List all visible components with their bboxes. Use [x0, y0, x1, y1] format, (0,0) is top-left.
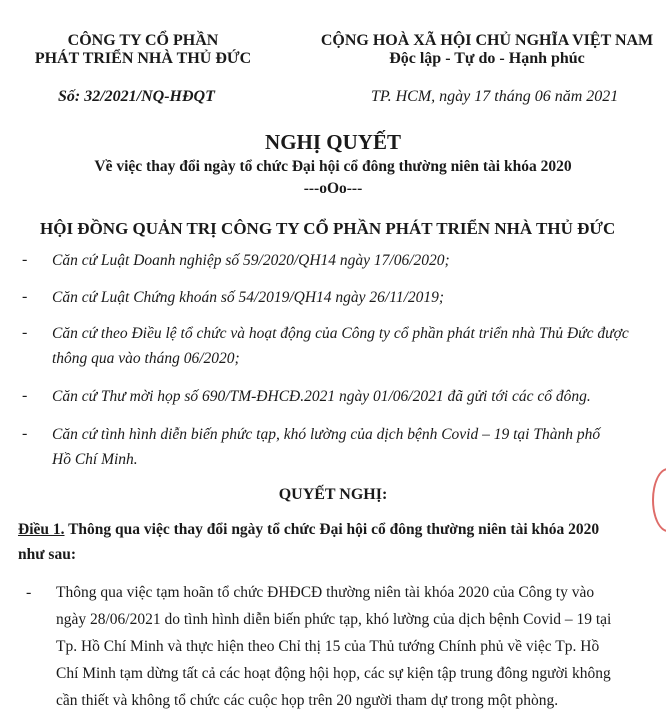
document-number: Số: 32/2021/NQ-HĐQT	[58, 88, 215, 105]
article-1-text-cont: như sau:	[18, 546, 76, 563]
basis-text: Căn cứ tình hình diễn biến phức tạp, khó lường của dịch bệnh Covid – 19 tại Thành phố	[52, 426, 601, 443]
basis-dash: -	[22, 288, 28, 305]
title-separator: ---oOo---	[303, 180, 363, 197]
document-subtitle: Về việc thay đổi ngày tổ chức Đại hội cổ đông thường niên tài khóa 2020	[94, 158, 572, 175]
decision-heading: QUYẾT NGHỊ:	[278, 486, 388, 503]
basis-text: Căn cứ theo Điều lệ tổ chức và hoạt động của Công ty cổ phần phát triển nhà Thủ Đức được	[52, 325, 629, 342]
item-line: Tp. Hồ Chí Minh và thực hiện theo Chỉ thị 15 của Thủ tướng Chính phủ về việc Tp. Hồ	[56, 638, 600, 655]
basis-dash: -	[22, 324, 28, 341]
item-line: Chí Minh tạm dừng tất cả các hoạt động hội họp, các sự kiện tập trung đông người không	[56, 665, 611, 682]
company-seal-edge	[652, 468, 666, 532]
document-title: NGHỊ QUYẾT	[265, 130, 401, 154]
basis-dash: -	[22, 251, 28, 268]
basis-text: Căn cứ Luật Doanh nghiệp số 59/2020/QH14 ngày 17/06/2020;	[52, 252, 450, 269]
item-dash: -	[26, 584, 32, 601]
article-1-label: Điều 1.	[18, 521, 65, 538]
basis-dash: -	[22, 425, 28, 442]
basis-text: Căn cứ Luật Chứng khoán số 54/2019/QH14 ngày 26/11/2019;	[52, 289, 445, 306]
basis-text-cont: thông qua vào tháng 06/2020;	[52, 350, 240, 367]
item-line: Thông qua việc tạm hoãn tổ chức ĐHĐCĐ thường niên tài khóa 2020 của Công ty vào	[56, 584, 595, 601]
item-line: cần thiết và không tổ chức các cuộc họp trên 20 người tham dự trong một phòng.	[56, 692, 559, 709]
national-motto: Độc lập - Tự do - Hạnh phúc	[389, 50, 585, 67]
article-1-heading	[18, 521, 599, 539]
item-line: ngày 28/06/2021 do tình hình diễn biến phức tạp, khó lường của dịch bệnh Covid – 19 tại	[56, 611, 612, 628]
board-heading: HỘI ĐỒNG QUẢN TRỊ CÔNG TY CỔ PHẦN PHÁT TRIỂN NHÀ THỦ ĐỨC	[40, 219, 616, 238]
company-name-line2: PHÁT TRIỂN NHÀ THỦ ĐỨC	[34, 50, 252, 67]
company-name-line1: CÔNG TY CỔ PHẦN	[67, 32, 219, 49]
basis-text-cont: Hồ Chí Minh.	[52, 451, 138, 468]
basis-text: Căn cứ Thư mời họp số 690/TM-ĐHCĐ.2021 ngày 01/06/2021 đã gửi tới các cổ đông.	[52, 388, 591, 405]
place-date: TP. HCM, ngày 17 tháng 06 năm 2021	[371, 88, 619, 105]
basis-dash: -	[22, 387, 28, 404]
country-name: CỘNG HOÀ XÃ HỘI CHỦ NGHĨA VIỆT NAM	[320, 32, 654, 49]
article-1-text: Thông qua việc thay đổi ngày tổ chức Đại hội cổ đông thường niên tài khóa 2020	[64, 521, 600, 538]
